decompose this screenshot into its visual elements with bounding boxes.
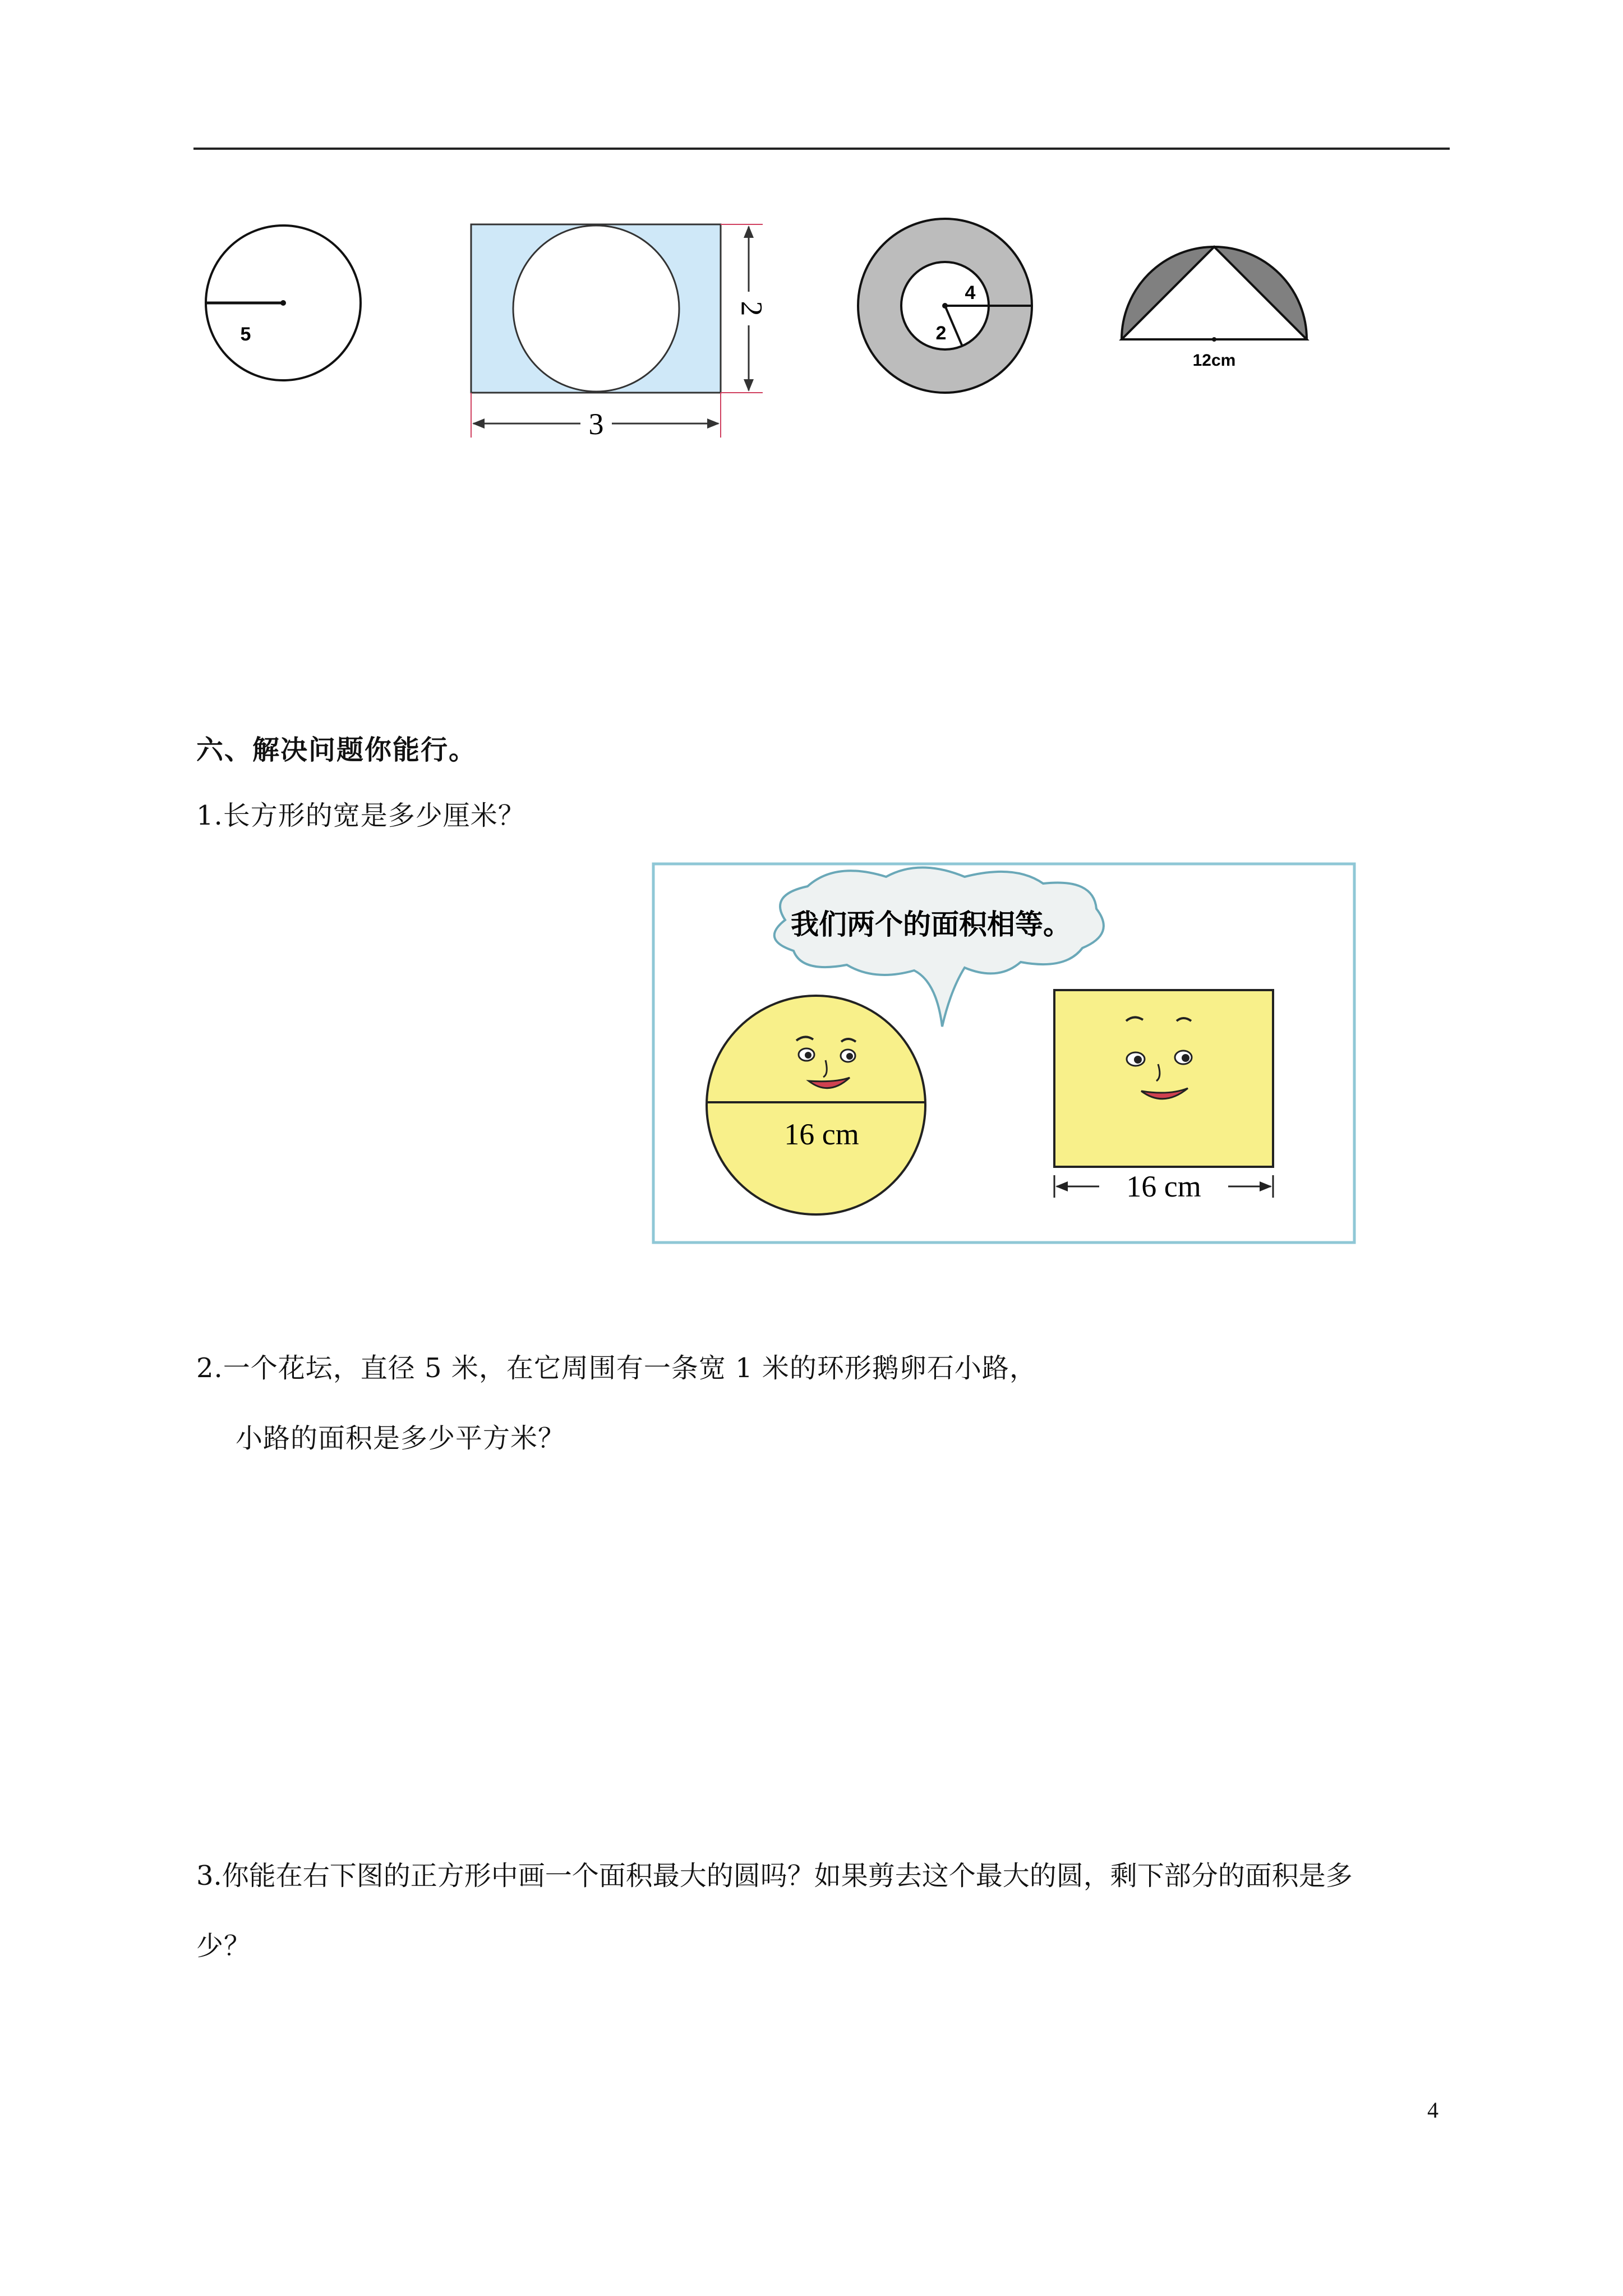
question-3-line-1: 3.你能在右下图的正方形中画一个面积最大的圆吗？如果剪去这个最大的圆，剩下部分的面积是多 <box>196 1860 1353 1892</box>
figure-ring <box>855 216 1035 395</box>
page-number: 4 <box>1427 2097 1438 2123</box>
question-2-line-1: 2.一个花坛，直径 5 米，在它周围有一条宽 1 米的环形鹅卵石小路， <box>196 1352 1037 1384</box>
circle-character <box>707 996 925 1214</box>
header-rule <box>193 148 1450 150</box>
square-character <box>1054 990 1273 1167</box>
section-title: 六、解决问题你能行。 <box>196 734 477 766</box>
figure-circle-radius-5 <box>196 222 370 395</box>
height-label: 2 <box>735 301 769 316</box>
question-3-line-2: 少？ <box>196 1930 252 1962</box>
question-2-line-2: 小路的面积是多少平方米？ <box>236 1423 566 1454</box>
width-label: 3 <box>588 407 604 441</box>
speech-text: 我们两个的面积相等。 <box>791 908 1071 941</box>
outer-radius-label: 4 <box>965 282 976 303</box>
figure-semicircle <box>1116 241 1312 381</box>
diameter-label: 12cm <box>1192 351 1236 370</box>
question-1: 1.长方形的宽是多少厘米？ <box>196 800 525 831</box>
circle-label: 16 cm <box>784 1117 859 1151</box>
figure-rect-with-circle <box>465 219 780 449</box>
inner-radius-label: 2 <box>935 323 947 344</box>
figure-equal-area <box>651 861 1357 1248</box>
square-label: 16 cm <box>1126 1170 1201 1203</box>
inner-circle <box>513 226 679 392</box>
radius-label: 5 <box>240 324 251 345</box>
